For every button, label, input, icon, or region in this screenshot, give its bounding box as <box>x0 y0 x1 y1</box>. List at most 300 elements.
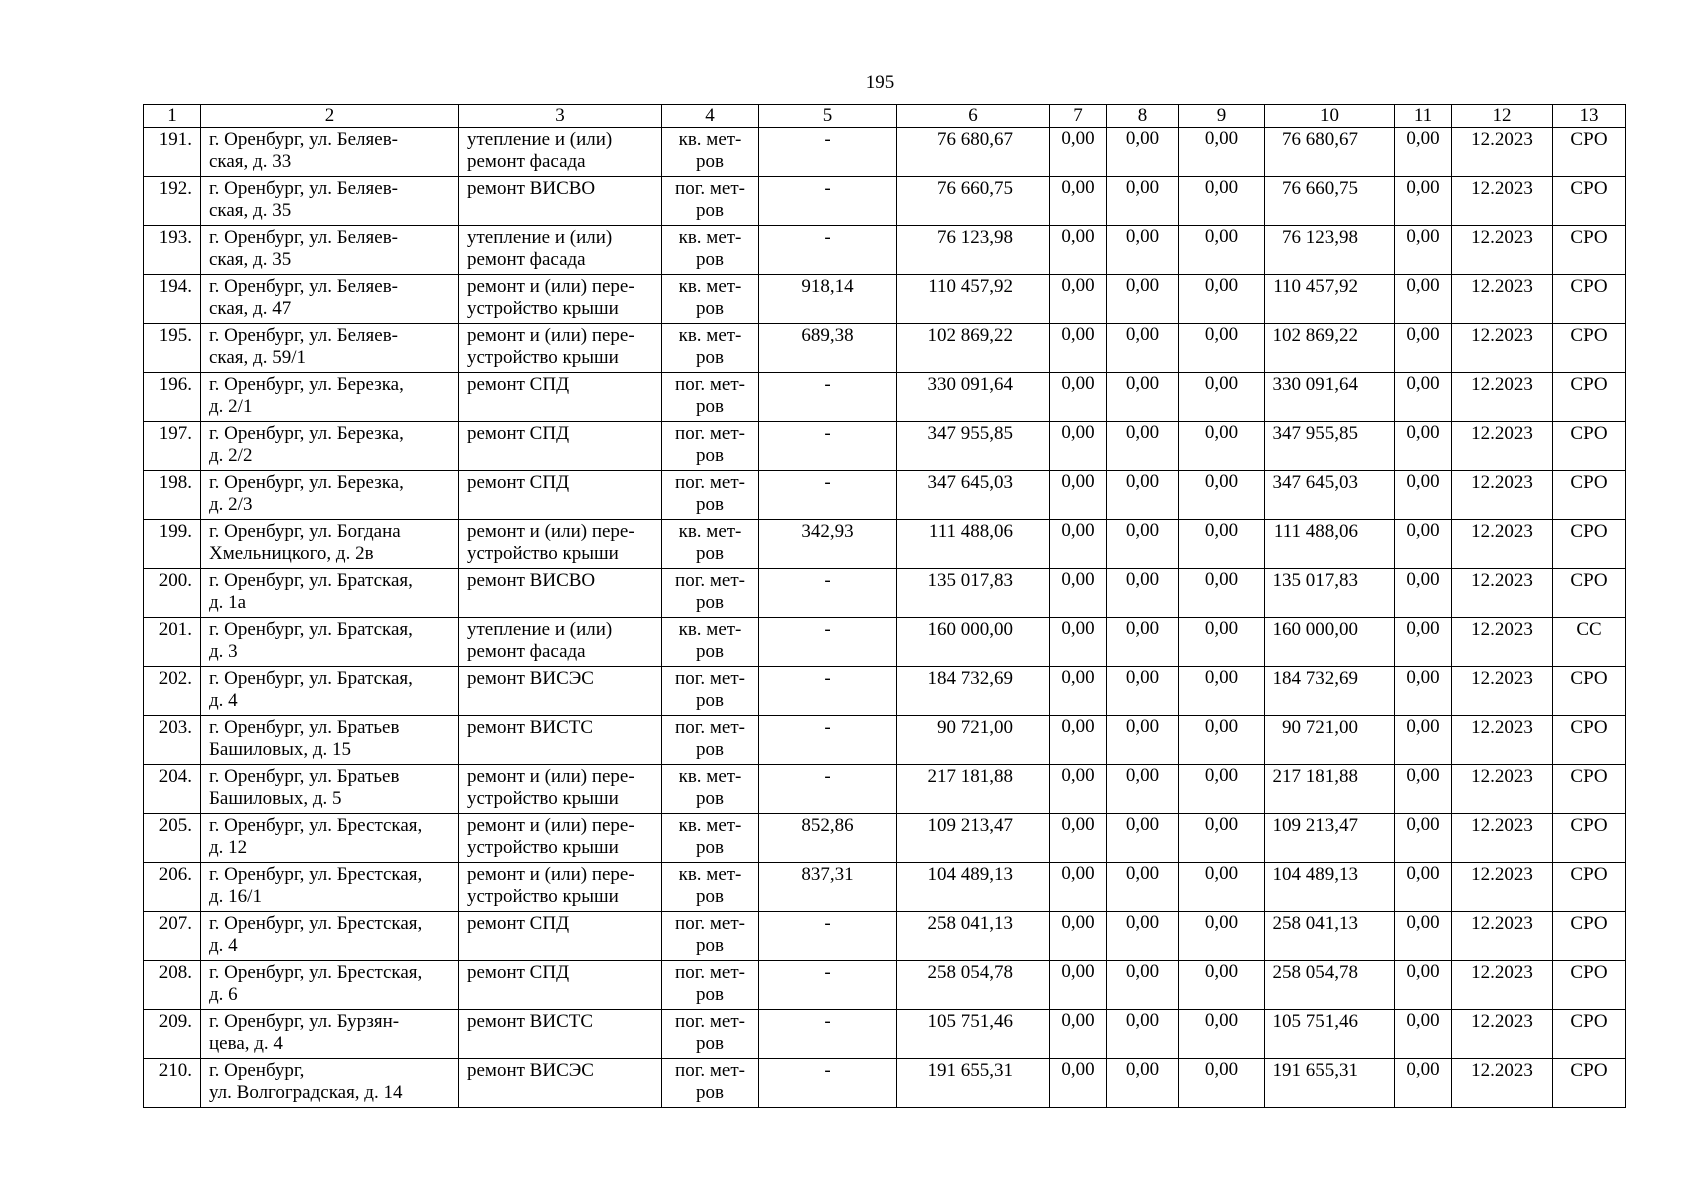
column-header-11: 11 <box>1395 105 1452 128</box>
work-type-cell <box>459 373 662 422</box>
address-cell-line: г. Оренбург, ул. Братская, <box>209 619 413 640</box>
unit-cell <box>662 912 759 961</box>
col9-cell: 0,00 <box>1179 1059 1265 1108</box>
col8-cell: 0,00 <box>1107 520 1179 569</box>
total-cost-cell: 135 017,83 <box>897 569 1050 618</box>
col10-cell: 135 017,83 <box>1265 569 1395 618</box>
completion-date-cell: 12.2023 <box>1452 1059 1553 1108</box>
work-type-cell-line: ремонт фасада <box>467 249 586 270</box>
total-cost-cell: 347 955,85 <box>897 422 1050 471</box>
address-cell-line: Хмельницкого, д. 2в <box>209 543 374 564</box>
total-cost-cell: 191 655,31 <box>897 1059 1050 1108</box>
funding-source-cell: СРО <box>1553 716 1626 765</box>
unit-cell <box>662 177 759 226</box>
work-type-cell-line: ремонт СПД <box>467 962 570 983</box>
funding-source-cell: СРО <box>1553 373 1626 422</box>
col8-cell: 0,00 <box>1107 324 1179 373</box>
col7-cell: 0,00 <box>1050 177 1107 226</box>
col9-cell: 0,00 <box>1179 961 1265 1010</box>
funding-source-cell: СРО <box>1553 1059 1626 1108</box>
address-cell-line: цева, д. 4 <box>209 1033 283 1054</box>
work-type-cell-line: утепление и (или) <box>467 129 613 150</box>
table-body <box>144 128 1626 1108</box>
address-cell <box>201 863 459 912</box>
work-type-cell <box>459 177 662 226</box>
address-cell-line: г. Оренбург, ул. Беляев- <box>209 129 399 150</box>
address-cell <box>201 177 459 226</box>
col8-cell: 0,00 <box>1107 226 1179 275</box>
col10-cell: 104 489,13 <box>1265 863 1395 912</box>
col10-cell: 258 041,13 <box>1265 912 1395 961</box>
col10-cell: 90 721,00 <box>1265 716 1395 765</box>
address-cell-line: г. Оренбург, ул. Брестская, <box>209 962 423 983</box>
col7-cell: 0,00 <box>1050 471 1107 520</box>
address-cell-line: г. Оренбург, ул. Березка, <box>209 374 404 395</box>
col11-cell: 0,00 <box>1395 618 1452 667</box>
col9-cell: 0,00 <box>1179 667 1265 716</box>
column-header-10: 10 <box>1265 105 1395 128</box>
address-cell-line: г. Оренбург, ул. Брестская, <box>209 913 423 934</box>
unit-cell-line: кв. мет- <box>678 325 742 346</box>
address-cell-line: д. 6 <box>209 984 238 1005</box>
completion-date-cell: 12.2023 <box>1452 422 1553 471</box>
column-header-12: 12 <box>1452 105 1553 128</box>
table-row <box>144 128 1626 177</box>
col11-cell: 0,00 <box>1395 422 1452 471</box>
col8-cell: 0,00 <box>1107 1059 1179 1108</box>
address-cell-line: д. 12 <box>209 837 248 858</box>
unit-cell-line: пог. мет- <box>675 1060 745 1081</box>
address-cell-line: г. Оренбург, ул. Березка, <box>209 472 404 493</box>
address-cell <box>201 324 459 373</box>
unit-cell-line: ров <box>696 1082 724 1103</box>
address-cell <box>201 667 459 716</box>
unit-cell-line: ров <box>696 298 724 319</box>
work-type-cell-line: ремонт и (или) пере- <box>467 766 635 787</box>
address-cell <box>201 961 459 1010</box>
column-header-4: 4 <box>662 105 759 128</box>
col10-cell: 330 091,64 <box>1265 373 1395 422</box>
col8-cell: 0,00 <box>1107 275 1179 324</box>
col11-cell: 0,00 <box>1395 667 1452 716</box>
work-type-cell-line: утепление и (или) <box>467 619 613 640</box>
row-number: 204. <box>144 765 201 814</box>
work-type-cell-line: ремонт ВИСТС <box>467 1011 594 1032</box>
address-cell-line: г. Оренбург, <box>209 1060 305 1081</box>
unit-cell-line: ров <box>696 739 724 760</box>
unit-cell-line: ров <box>696 935 724 956</box>
funding-source-cell: СРО <box>1553 226 1626 275</box>
col10-cell: 76 123,98 <box>1265 226 1395 275</box>
col9-cell: 0,00 <box>1179 1010 1265 1059</box>
address-cell-line: Башиловых, д. 5 <box>209 788 342 809</box>
col7-cell: 0,00 <box>1050 765 1107 814</box>
address-cell-line: г. Оренбург, ул. Березка, <box>209 423 404 444</box>
col11-cell: 0,00 <box>1395 1010 1452 1059</box>
col11-cell: 0,00 <box>1395 128 1452 177</box>
col9-cell: 0,00 <box>1179 520 1265 569</box>
work-type-cell <box>459 814 662 863</box>
completion-date-cell: 12.2023 <box>1452 569 1553 618</box>
completion-date-cell: 12.2023 <box>1452 814 1553 863</box>
unit-cell-line: ров <box>696 347 724 368</box>
completion-date-cell: 12.2023 <box>1452 765 1553 814</box>
column-header-7: 7 <box>1050 105 1107 128</box>
unit-cell-line: кв. мет- <box>678 766 742 787</box>
address-cell <box>201 716 459 765</box>
volume-cell: - <box>759 765 897 814</box>
funding-source-cell: СРО <box>1553 471 1626 520</box>
work-type-cell-line: устройство крыши <box>467 788 619 809</box>
unit-cell-line: ров <box>696 592 724 613</box>
address-cell-line: ская, д. 35 <box>209 249 292 270</box>
address-cell <box>201 422 459 471</box>
work-type-cell <box>459 520 662 569</box>
address-cell-line: д. 2/1 <box>209 396 253 417</box>
volume-cell: - <box>759 226 897 275</box>
work-type-cell-line: ремонт и (или) пере- <box>467 521 635 542</box>
col11-cell: 0,00 <box>1395 520 1452 569</box>
col11-cell: 0,00 <box>1395 814 1452 863</box>
col9-cell: 0,00 <box>1179 569 1265 618</box>
address-cell-line: г. Оренбург, ул. Братская, <box>209 668 413 689</box>
unit-cell <box>662 765 759 814</box>
unit-cell <box>662 1059 759 1108</box>
work-type-cell <box>459 226 662 275</box>
table-row <box>144 569 1626 618</box>
col8-cell: 0,00 <box>1107 961 1179 1010</box>
volume-cell: - <box>759 422 897 471</box>
row-number: 199. <box>144 520 201 569</box>
col7-cell: 0,00 <box>1050 569 1107 618</box>
completion-date-cell: 12.2023 <box>1452 471 1553 520</box>
col10-cell: 258 054,78 <box>1265 961 1395 1010</box>
column-header-8: 8 <box>1107 105 1179 128</box>
volume-cell: - <box>759 1010 897 1059</box>
address-cell <box>201 912 459 961</box>
unit-cell <box>662 275 759 324</box>
col11-cell: 0,00 <box>1395 373 1452 422</box>
total-cost-cell: 258 041,13 <box>897 912 1050 961</box>
unit-cell-line: кв. мет- <box>678 864 742 885</box>
table-row <box>144 275 1626 324</box>
unit-cell-line: пог. мет- <box>675 913 745 934</box>
volume-cell: 852,86 <box>759 814 897 863</box>
row-number: 192. <box>144 177 201 226</box>
repair-registry-table <box>143 104 1626 1108</box>
col10-cell: 110 457,92 <box>1265 275 1395 324</box>
address-cell <box>201 520 459 569</box>
col7-cell: 0,00 <box>1050 912 1107 961</box>
col11-cell: 0,00 <box>1395 471 1452 520</box>
header-row <box>144 105 1626 128</box>
volume-cell: - <box>759 716 897 765</box>
work-type-cell-line: ремонт ВИСТС <box>467 717 594 738</box>
address-cell-line: г. Оренбург, ул. Беляев- <box>209 227 399 248</box>
volume-cell: - <box>759 618 897 667</box>
total-cost-cell: 160 000,00 <box>897 618 1050 667</box>
col10-cell: 347 955,85 <box>1265 422 1395 471</box>
address-cell <box>201 1010 459 1059</box>
row-number: 207. <box>144 912 201 961</box>
work-type-cell <box>459 422 662 471</box>
address-cell-line: г. Оренбург, ул. Беляев- <box>209 178 399 199</box>
unit-cell-line: пог. мет- <box>675 717 745 738</box>
unit-cell-line: ров <box>696 494 724 515</box>
col11-cell: 0,00 <box>1395 716 1452 765</box>
row-number: 205. <box>144 814 201 863</box>
address-cell-line: Башиловых, д. 15 <box>209 739 352 760</box>
unit-cell <box>662 373 759 422</box>
address-cell-line: д. 2/2 <box>209 445 253 466</box>
col9-cell: 0,00 <box>1179 765 1265 814</box>
total-cost-cell: 110 457,92 <box>897 275 1050 324</box>
work-type-cell-line: ремонт и (или) пере- <box>467 864 635 885</box>
col7-cell: 0,00 <box>1050 814 1107 863</box>
unit-cell <box>662 618 759 667</box>
completion-date-cell: 12.2023 <box>1452 863 1553 912</box>
unit-cell-line: кв. мет- <box>678 521 742 542</box>
funding-source-cell: СРО <box>1553 667 1626 716</box>
unit-cell <box>662 961 759 1010</box>
volume-cell: - <box>759 373 897 422</box>
work-type-cell-line: ремонт и (или) пере- <box>467 276 635 297</box>
col9-cell: 0,00 <box>1179 618 1265 667</box>
table-row <box>144 765 1626 814</box>
col9-cell: 0,00 <box>1179 471 1265 520</box>
row-number: 201. <box>144 618 201 667</box>
total-cost-cell: 76 660,75 <box>897 177 1050 226</box>
total-cost-cell: 111 488,06 <box>897 520 1050 569</box>
address-cell-line: г. Оренбург, ул. Бурзян- <box>209 1011 400 1032</box>
volume-cell: - <box>759 569 897 618</box>
work-type-cell-line: ремонт СПД <box>467 374 570 395</box>
total-cost-cell: 258 054,78 <box>897 961 1050 1010</box>
col10-cell: 184 732,69 <box>1265 667 1395 716</box>
work-type-cell-line: ремонт ВИСВО <box>467 178 596 199</box>
col7-cell: 0,00 <box>1050 667 1107 716</box>
col11-cell: 0,00 <box>1395 275 1452 324</box>
col10-cell: 160 000,00 <box>1265 618 1395 667</box>
work-type-cell <box>459 569 662 618</box>
row-number: 209. <box>144 1010 201 1059</box>
col11-cell: 0,00 <box>1395 863 1452 912</box>
work-type-cell <box>459 471 662 520</box>
total-cost-cell: 90 721,00 <box>897 716 1050 765</box>
col9-cell: 0,00 <box>1179 275 1265 324</box>
unit-cell-line: кв. мет- <box>678 227 742 248</box>
unit-cell-line: ров <box>696 396 724 417</box>
volume-cell: 689,38 <box>759 324 897 373</box>
address-cell-line: ул. Волгоградская, д. 14 <box>209 1082 403 1103</box>
column-header-5: 5 <box>759 105 897 128</box>
col11-cell: 0,00 <box>1395 177 1452 226</box>
unit-cell-line: ров <box>696 886 724 907</box>
col10-cell: 76 660,75 <box>1265 177 1395 226</box>
table-row <box>144 912 1626 961</box>
address-cell-line: ская, д. 47 <box>209 298 292 319</box>
column-header-9: 9 <box>1179 105 1265 128</box>
address-cell <box>201 128 459 177</box>
row-number: 191. <box>144 128 201 177</box>
address-cell-line: д. 3 <box>209 641 238 662</box>
col8-cell: 0,00 <box>1107 569 1179 618</box>
unit-cell-line: пог. мет- <box>675 472 745 493</box>
funding-source-cell: СРО <box>1553 520 1626 569</box>
work-type-cell-line: устройство крыши <box>467 543 619 564</box>
table-row <box>144 618 1626 667</box>
volume-cell: 342,93 <box>759 520 897 569</box>
row-number: 208. <box>144 961 201 1010</box>
address-cell <box>201 226 459 275</box>
col11-cell: 0,00 <box>1395 912 1452 961</box>
table-row <box>144 422 1626 471</box>
work-type-cell-line: ремонт и (или) пере- <box>467 815 635 836</box>
col10-cell: 109 213,47 <box>1265 814 1395 863</box>
completion-date-cell: 12.2023 <box>1452 226 1553 275</box>
row-number: 196. <box>144 373 201 422</box>
total-cost-cell: 76 123,98 <box>897 226 1050 275</box>
completion-date-cell: 12.2023 <box>1452 275 1553 324</box>
col9-cell: 0,00 <box>1179 373 1265 422</box>
col10-cell: 76 680,67 <box>1265 128 1395 177</box>
table-row <box>144 716 1626 765</box>
row-number: 203. <box>144 716 201 765</box>
work-type-cell <box>459 618 662 667</box>
table-row <box>144 373 1626 422</box>
total-cost-cell: 109 213,47 <box>897 814 1050 863</box>
table-row <box>144 1010 1626 1059</box>
funding-source-cell: СРО <box>1553 863 1626 912</box>
col9-cell: 0,00 <box>1179 128 1265 177</box>
address-cell <box>201 1059 459 1108</box>
col9-cell: 0,00 <box>1179 814 1265 863</box>
row-number: 194. <box>144 275 201 324</box>
unit-cell-line: ров <box>696 151 724 172</box>
col7-cell: 0,00 <box>1050 275 1107 324</box>
work-type-cell <box>459 667 662 716</box>
unit-cell-line: пог. мет- <box>675 423 745 444</box>
col10-cell: 102 869,22 <box>1265 324 1395 373</box>
col9-cell: 0,00 <box>1179 226 1265 275</box>
column-header-3: 3 <box>459 105 662 128</box>
col8-cell: 0,00 <box>1107 471 1179 520</box>
total-cost-cell: 184 732,69 <box>897 667 1050 716</box>
unit-cell-line: кв. мет- <box>678 815 742 836</box>
work-type-cell <box>459 1010 662 1059</box>
work-type-cell-line: ремонт ВИСВО <box>467 570 596 591</box>
work-type-cell <box>459 128 662 177</box>
col9-cell: 0,00 <box>1179 912 1265 961</box>
col9-cell: 0,00 <box>1179 422 1265 471</box>
row-number: 193. <box>144 226 201 275</box>
total-cost-cell: 76 680,67 <box>897 128 1050 177</box>
unit-cell-line: ров <box>696 690 724 711</box>
work-type-cell-line: утепление и (или) <box>467 227 613 248</box>
address-cell-line: д. 1а <box>209 592 247 613</box>
unit-cell <box>662 422 759 471</box>
unit-cell <box>662 128 759 177</box>
volume-cell: - <box>759 128 897 177</box>
col11-cell: 0,00 <box>1395 569 1452 618</box>
volume-cell: - <box>759 1059 897 1108</box>
unit-cell <box>662 471 759 520</box>
table-row <box>144 226 1626 275</box>
funding-source-cell: СРО <box>1553 422 1626 471</box>
col8-cell: 0,00 <box>1107 422 1179 471</box>
funding-source-cell: СРО <box>1553 765 1626 814</box>
work-type-cell-line: ремонт и (или) пере- <box>467 325 635 346</box>
table-row <box>144 667 1626 716</box>
funding-source-cell: СРО <box>1553 569 1626 618</box>
funding-source-cell: СРО <box>1553 1010 1626 1059</box>
col10-cell: 217 181,88 <box>1265 765 1395 814</box>
unit-cell <box>662 226 759 275</box>
col10-cell: 191 655,31 <box>1265 1059 1395 1108</box>
work-type-cell-line: устройство крыши <box>467 347 619 368</box>
row-number: 202. <box>144 667 201 716</box>
unit-cell <box>662 814 759 863</box>
address-cell-line: г. Оренбург, ул. Братьев <box>209 766 400 787</box>
row-number: 206. <box>144 863 201 912</box>
unit-cell <box>662 1010 759 1059</box>
unit-cell-line: пог. мет- <box>675 668 745 689</box>
col10-cell: 105 751,46 <box>1265 1010 1395 1059</box>
unit-cell-line: пог. мет- <box>675 178 745 199</box>
funding-source-cell: СС <box>1553 618 1626 667</box>
col8-cell: 0,00 <box>1107 373 1179 422</box>
address-cell-line: г. Оренбург, ул. Беляев- <box>209 325 399 346</box>
address-cell-line: г. Оренбург, ул. Братьев <box>209 717 400 738</box>
unit-cell-line: ров <box>696 984 724 1005</box>
table-header <box>144 105 1626 128</box>
col11-cell: 0,00 <box>1395 765 1452 814</box>
address-cell-line: ская, д. 33 <box>209 151 292 172</box>
funding-source-cell: СРО <box>1553 324 1626 373</box>
unit-cell-line: ров <box>696 1033 724 1054</box>
unit-cell-line: ров <box>696 837 724 858</box>
total-cost-cell: 104 489,13 <box>897 863 1050 912</box>
work-type-cell-line: устройство крыши <box>467 298 619 319</box>
col8-cell: 0,00 <box>1107 618 1179 667</box>
unit-cell-line: ров <box>696 543 724 564</box>
work-type-cell <box>459 1059 662 1108</box>
col8-cell: 0,00 <box>1107 667 1179 716</box>
col9-cell: 0,00 <box>1179 324 1265 373</box>
table-row <box>144 324 1626 373</box>
col11-cell: 0,00 <box>1395 226 1452 275</box>
total-cost-cell: 102 869,22 <box>897 324 1050 373</box>
table-row <box>144 961 1626 1010</box>
col8-cell: 0,00 <box>1107 716 1179 765</box>
row-number: 195. <box>144 324 201 373</box>
address-cell <box>201 618 459 667</box>
col7-cell: 0,00 <box>1050 618 1107 667</box>
col7-cell: 0,00 <box>1050 128 1107 177</box>
address-cell-line: д. 2/3 <box>209 494 253 515</box>
work-type-cell-line: ремонт СПД <box>467 472 570 493</box>
col8-cell: 0,00 <box>1107 177 1179 226</box>
unit-cell-line: кв. мет- <box>678 619 742 640</box>
col7-cell: 0,00 <box>1050 716 1107 765</box>
work-type-cell-line: устройство крыши <box>467 837 619 858</box>
column-header-13: 13 <box>1553 105 1626 128</box>
col10-cell: 347 645,03 <box>1265 471 1395 520</box>
volume-cell: - <box>759 912 897 961</box>
work-type-cell <box>459 716 662 765</box>
funding-source-cell: СРО <box>1553 128 1626 177</box>
col7-cell: 0,00 <box>1050 422 1107 471</box>
